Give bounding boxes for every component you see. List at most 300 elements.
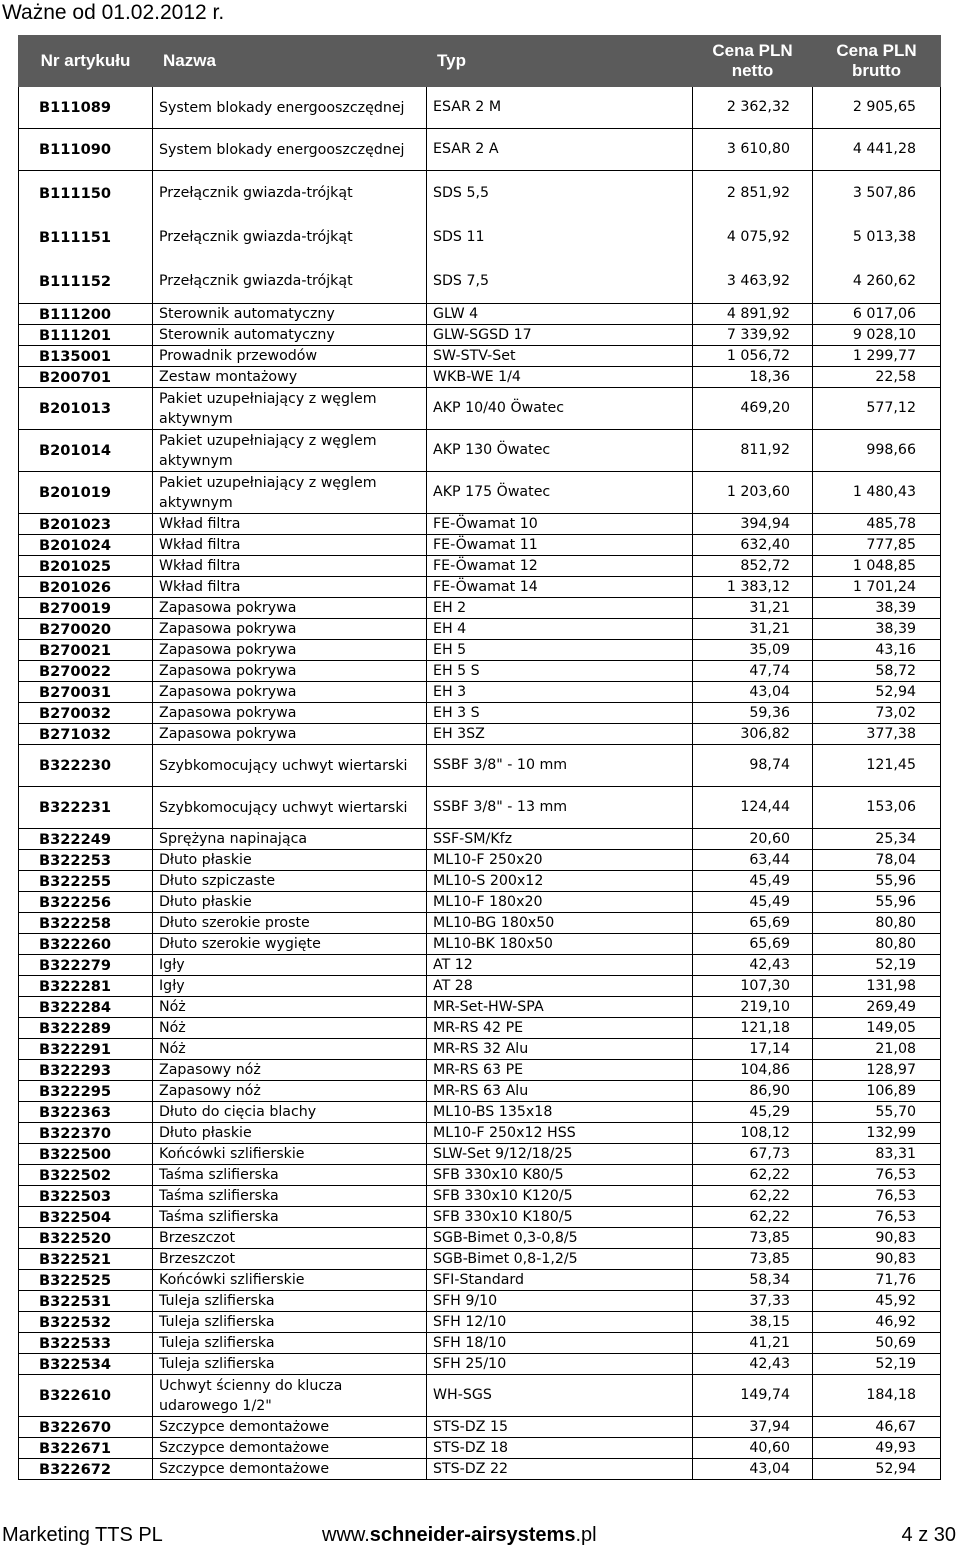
table-row <box>19 1102 941 1123</box>
net-price: 38,15 <box>693 1312 813 1333</box>
product-name: Dłuto do cięcia blachy <box>153 1102 427 1123</box>
article-number: B322291 <box>19 1039 153 1060</box>
product-type: ESAR 2 A <box>427 129 693 171</box>
table-row <box>19 577 941 598</box>
table-row <box>19 1186 941 1207</box>
gross-price: 43,16 <box>813 640 941 661</box>
article-number: B111089 <box>19 87 153 129</box>
product-type: EH 5 <box>427 640 693 661</box>
table-row <box>19 871 941 892</box>
net-price: 219,10 <box>693 997 813 1018</box>
table-row <box>19 682 941 703</box>
article-number: B322253 <box>19 850 153 871</box>
table-row <box>19 367 941 388</box>
product-name: Zapasowa pokrywa <box>153 598 427 619</box>
product-name: Przełącznik gwiazda-trójkąt <box>153 215 427 259</box>
net-price: 47,74 <box>693 661 813 682</box>
article-number: B111200 <box>19 304 153 325</box>
article-number: B322230 <box>19 745 153 787</box>
net-price: 58,34 <box>693 1270 813 1291</box>
header-article-number: Nr artykułu <box>19 36 153 87</box>
net-price: 45,49 <box>693 871 813 892</box>
gross-price: 76,53 <box>813 1207 941 1228</box>
article-number: B111090 <box>19 129 153 171</box>
article-number: B322500 <box>19 1144 153 1165</box>
gross-price: 38,39 <box>813 619 941 640</box>
article-number: B322281 <box>19 976 153 997</box>
gross-price: 4 260,62 <box>813 259 941 304</box>
product-type: EH 3 <box>427 682 693 703</box>
gross-price: 55,96 <box>813 892 941 913</box>
product-name: Końcówki szlifierskie <box>153 1144 427 1165</box>
table-row <box>19 829 941 850</box>
product-type: SSF-SM/Kfz <box>427 829 693 850</box>
net-price: 37,94 <box>693 1417 813 1438</box>
product-type: ML10-F 250x20 <box>427 850 693 871</box>
table-row <box>19 325 941 346</box>
product-type: FE-Öwamat 11 <box>427 535 693 556</box>
product-name: Nóż <box>153 1018 427 1039</box>
net-price: 62,22 <box>693 1207 813 1228</box>
net-price: 17,14 <box>693 1039 813 1060</box>
product-name: Nóż <box>153 997 427 1018</box>
gross-price: 149,05 <box>813 1018 941 1039</box>
product-type: SDS 7,5 <box>427 259 693 304</box>
header-name: Nazwa <box>153 36 427 87</box>
product-name: System blokady energooszczędnej <box>153 129 427 171</box>
table-row <box>19 1291 941 1312</box>
article-number: B322293 <box>19 1060 153 1081</box>
product-name: Zapasowa pokrywa <box>153 640 427 661</box>
article-number: B322284 <box>19 997 153 1018</box>
gross-price: 577,12 <box>813 388 941 430</box>
gross-price: 83,31 <box>813 1144 941 1165</box>
gross-price: 46,92 <box>813 1312 941 1333</box>
gross-price: 73,02 <box>813 703 941 724</box>
gross-price: 2 905,65 <box>813 87 941 129</box>
net-price: 149,74 <box>693 1375 813 1417</box>
product-name: Zapasowa pokrywa <box>153 661 427 682</box>
gross-price: 4 441,28 <box>813 129 941 171</box>
product-name: Taśma szlifierska <box>153 1186 427 1207</box>
table-row <box>19 346 941 367</box>
product-name: Wkład filtra <box>153 535 427 556</box>
net-price: 67,73 <box>693 1144 813 1165</box>
article-number: B322534 <box>19 1354 153 1375</box>
product-name: Brzeszczot <box>153 1228 427 1249</box>
table-row <box>19 934 941 955</box>
gross-price: 3 507,86 <box>813 171 941 216</box>
product-type: MR-RS 32 Alu <box>427 1039 693 1060</box>
gross-price: 80,80 <box>813 913 941 934</box>
product-name: Przełącznik gwiazda-trójkąt <box>153 171 427 216</box>
table-row <box>19 955 941 976</box>
article-number: B111150 <box>19 171 153 216</box>
product-type: MR-Set-HW-SPA <box>427 997 693 1018</box>
article-number: B322503 <box>19 1186 153 1207</box>
gross-price: 184,18 <box>813 1375 941 1417</box>
product-type: WH-SGS <box>427 1375 693 1417</box>
product-name: Sterownik automatyczny <box>153 325 427 346</box>
table-row <box>19 1354 941 1375</box>
gross-price: 78,04 <box>813 850 941 871</box>
article-number: B322525 <box>19 1270 153 1291</box>
net-price: 394,94 <box>693 514 813 535</box>
product-type: AKP 175 Öwatec <box>427 472 693 514</box>
product-type: FE-Öwamat 12 <box>427 556 693 577</box>
product-type: SDS 11 <box>427 215 693 259</box>
product-name: Tuleja szlifierska <box>153 1333 427 1354</box>
article-number: B322289 <box>19 1018 153 1039</box>
net-price: 1 056,72 <box>693 346 813 367</box>
article-number: B322231 <box>19 787 153 829</box>
product-type: EH 2 <box>427 598 693 619</box>
article-number: B201025 <box>19 556 153 577</box>
table-row <box>19 661 941 682</box>
article-number: B201026 <box>19 577 153 598</box>
product-type: SLW-Set 9/12/18/25 <box>427 1144 693 1165</box>
product-name: Sterownik automatyczny <box>153 304 427 325</box>
article-number: B201023 <box>19 514 153 535</box>
net-price: 45,29 <box>693 1102 813 1123</box>
gross-price: 49,93 <box>813 1438 941 1459</box>
article-number: B270022 <box>19 661 153 682</box>
net-price: 108,12 <box>693 1123 813 1144</box>
product-type: ML10-F 180x20 <box>427 892 693 913</box>
article-number: B201013 <box>19 388 153 430</box>
gross-price: 50,69 <box>813 1333 941 1354</box>
table-row <box>19 1123 941 1144</box>
product-type: SFH 18/10 <box>427 1333 693 1354</box>
product-type: GLW-SGSD 17 <box>427 325 693 346</box>
product-type: SFH 12/10 <box>427 1312 693 1333</box>
net-price: 45,49 <box>693 892 813 913</box>
table-row <box>19 259 941 304</box>
gross-price: 1 048,85 <box>813 556 941 577</box>
gross-price: 1 480,43 <box>813 472 941 514</box>
gross-price: 76,53 <box>813 1165 941 1186</box>
table-row <box>19 724 941 745</box>
product-name: Sprężyna napinająca <box>153 829 427 850</box>
article-number: B322520 <box>19 1228 153 1249</box>
gross-price: 153,06 <box>813 787 941 829</box>
header-net-line1: Cena PLN <box>712 41 793 60</box>
product-type: SW-STV-Set <box>427 346 693 367</box>
product-name: Taśma szlifierska <box>153 1207 427 1228</box>
product-type: SSBF 3/8" - 13 mm <box>427 787 693 829</box>
article-number: B322610 <box>19 1375 153 1417</box>
net-price: 121,18 <box>693 1018 813 1039</box>
table-row <box>19 1438 941 1459</box>
net-price: 86,90 <box>693 1081 813 1102</box>
product-name: Dłuto szerokie proste <box>153 913 427 934</box>
net-price: 3 610,80 <box>693 129 813 171</box>
product-name: Szczypce demontażowe <box>153 1459 427 1480</box>
gross-price: 21,08 <box>813 1039 941 1060</box>
net-price: 35,09 <box>693 640 813 661</box>
gross-price: 45,92 <box>813 1291 941 1312</box>
gross-price: 38,39 <box>813 598 941 619</box>
article-number: B322279 <box>19 955 153 976</box>
gross-price: 52,94 <box>813 682 941 703</box>
table-row <box>19 1459 941 1480</box>
header-gross-line1: Cena PLN <box>836 41 917 60</box>
article-number: B322531 <box>19 1291 153 1312</box>
gross-price: 6 017,06 <box>813 304 941 325</box>
net-price: 7 339,92 <box>693 325 813 346</box>
footer-url-suffix: .pl <box>575 1524 597 1546</box>
article-number: B270019 <box>19 598 153 619</box>
table-row <box>19 1144 941 1165</box>
table-header-row <box>19 36 941 87</box>
gross-price: 128,97 <box>813 1060 941 1081</box>
product-type: ML10-S 200x12 <box>427 871 693 892</box>
header-type: Typ <box>427 36 693 87</box>
table-row <box>19 913 941 934</box>
gross-price: 52,19 <box>813 955 941 976</box>
product-name: Tuleja szlifierska <box>153 1291 427 1312</box>
net-price: 59,36 <box>693 703 813 724</box>
gross-price: 269,49 <box>813 997 941 1018</box>
table-row <box>19 215 941 259</box>
product-type: ML10-F 250x12 HSS <box>427 1123 693 1144</box>
product-name: Szczypce demontażowe <box>153 1438 427 1459</box>
article-number: B322502 <box>19 1165 153 1186</box>
product-name: Pakiet uzupełniający z węglem aktywnym <box>153 388 427 430</box>
gross-price: 52,19 <box>813 1354 941 1375</box>
product-type: ML10-BS 135x18 <box>427 1102 693 1123</box>
product-type: ML10-BK 180x50 <box>427 934 693 955</box>
product-name: Końcówki szlifierskie <box>153 1270 427 1291</box>
product-name: Wkład filtra <box>153 556 427 577</box>
net-price: 63,44 <box>693 850 813 871</box>
table-row <box>19 1081 941 1102</box>
product-type: EH 3 S <box>427 703 693 724</box>
product-type: AT 28 <box>427 976 693 997</box>
product-type: MR-RS 42 PE <box>427 1018 693 1039</box>
net-price: 42,43 <box>693 955 813 976</box>
article-number: B322533 <box>19 1333 153 1354</box>
product-type: EH 3SZ <box>427 724 693 745</box>
table-row <box>19 556 941 577</box>
table-row <box>19 703 941 724</box>
net-price: 40,60 <box>693 1438 813 1459</box>
product-type: SFI-Standard <box>427 1270 693 1291</box>
product-type: AKP 130 Öwatec <box>427 430 693 472</box>
article-number: B322521 <box>19 1249 153 1270</box>
header-gross-price <box>813 36 941 87</box>
net-price: 98,74 <box>693 745 813 787</box>
product-type: SFB 330x10 K180/5 <box>427 1207 693 1228</box>
product-name: Szybkomocujący uchwyt wiertarski <box>153 787 427 829</box>
product-name: Brzeszczot <box>153 1249 427 1270</box>
gross-price: 485,78 <box>813 514 941 535</box>
product-name: Zapasowa pokrywa <box>153 703 427 724</box>
product-name: Dłuto płaskie <box>153 1123 427 1144</box>
article-number: B322295 <box>19 1081 153 1102</box>
product-type: AT 12 <box>427 955 693 976</box>
net-price: 852,72 <box>693 556 813 577</box>
gross-price: 25,34 <box>813 829 941 850</box>
net-price: 43,04 <box>693 682 813 703</box>
table-row <box>19 430 941 472</box>
article-number: B322370 <box>19 1123 153 1144</box>
validity-date: Ważne od 01.02.2012 r. <box>2 1 225 24</box>
net-price: 632,40 <box>693 535 813 556</box>
table-row <box>19 976 941 997</box>
net-price: 62,22 <box>693 1186 813 1207</box>
product-name: Pakiet uzupełniający z węglem aktywnym <box>153 472 427 514</box>
article-number: B270032 <box>19 703 153 724</box>
product-name: Zapasowa pokrywa <box>153 724 427 745</box>
table-body <box>19 87 941 1480</box>
table-row <box>19 1312 941 1333</box>
page-footer <box>0 1524 960 1552</box>
product-name: Igły <box>153 976 427 997</box>
product-name: Zapasowa pokrywa <box>153 619 427 640</box>
product-name: Dłuto płaskie <box>153 892 427 913</box>
article-number: B322672 <box>19 1459 153 1480</box>
net-price: 20,60 <box>693 829 813 850</box>
product-name: Zapasowy nóż <box>153 1081 427 1102</box>
article-number: B111152 <box>19 259 153 304</box>
product-name: Przełącznik gwiazda-trójkąt <box>153 259 427 304</box>
product-name: Igły <box>153 955 427 976</box>
product-type: ESAR 2 M <box>427 87 693 129</box>
table-row <box>19 1417 941 1438</box>
table-row <box>19 1228 941 1249</box>
product-name: Wkład filtra <box>153 577 427 598</box>
product-type: SSBF 3/8" - 10 mm <box>427 745 693 787</box>
net-price: 31,21 <box>693 619 813 640</box>
gross-price: 377,38 <box>813 724 941 745</box>
gross-price: 46,67 <box>813 1417 941 1438</box>
net-price: 124,44 <box>693 787 813 829</box>
net-price: 2 362,32 <box>693 87 813 129</box>
product-type: SGB-Bimet 0,3-0,8/5 <box>427 1228 693 1249</box>
gross-price: 55,96 <box>813 871 941 892</box>
product-type: ML10-BG 180x50 <box>427 913 693 934</box>
table-row <box>19 87 941 129</box>
product-type: FE-Öwamat 10 <box>427 514 693 535</box>
gross-price: 71,76 <box>813 1270 941 1291</box>
net-price: 65,69 <box>693 913 813 934</box>
product-name: Taśma szlifierska <box>153 1165 427 1186</box>
gross-price: 121,45 <box>813 745 941 787</box>
product-type: AKP 10/40 Öwatec <box>427 388 693 430</box>
table-row <box>19 598 941 619</box>
net-price: 65,69 <box>693 934 813 955</box>
gross-price: 998,66 <box>813 430 941 472</box>
gross-price: 90,83 <box>813 1249 941 1270</box>
net-price: 104,86 <box>693 1060 813 1081</box>
footer-url-domain: schneider-airsystems <box>369 1524 576 1546</box>
net-price: 1 203,60 <box>693 472 813 514</box>
net-price: 43,04 <box>693 1459 813 1480</box>
gross-price: 80,80 <box>813 934 941 955</box>
gross-price: 90,83 <box>813 1228 941 1249</box>
product-type: STS-DZ 22 <box>427 1459 693 1480</box>
table-row <box>19 850 941 871</box>
article-number: B201014 <box>19 430 153 472</box>
net-price: 73,85 <box>693 1228 813 1249</box>
product-type: SFB 330x10 K120/5 <box>427 1186 693 1207</box>
table-row <box>19 892 941 913</box>
product-name: Tuleja szlifierska <box>153 1312 427 1333</box>
product-name: Pakiet uzupełniający z węglem aktywnym <box>153 430 427 472</box>
article-number: B200701 <box>19 367 153 388</box>
gross-price: 52,94 <box>813 1459 941 1480</box>
gross-price: 22,58 <box>813 367 941 388</box>
product-type: STS-DZ 15 <box>427 1417 693 1438</box>
article-number: B270020 <box>19 619 153 640</box>
net-price: 811,92 <box>693 430 813 472</box>
header-net-line2: netto <box>731 61 774 80</box>
footer-website <box>322 1524 597 1547</box>
article-number: B322249 <box>19 829 153 850</box>
article-number: B322255 <box>19 871 153 892</box>
product-type: MR-RS 63 PE <box>427 1060 693 1081</box>
gross-price: 132,99 <box>813 1123 941 1144</box>
product-name: Prowadnik przewodów <box>153 346 427 367</box>
net-price: 4 075,92 <box>693 215 813 259</box>
net-price: 18,36 <box>693 367 813 388</box>
footer-department: Marketing TTS PL <box>2 1524 163 1546</box>
table-row <box>19 1165 941 1186</box>
table-row <box>19 1249 941 1270</box>
product-type: FE-Öwamat 14 <box>427 577 693 598</box>
article-number: B270021 <box>19 640 153 661</box>
product-name: Dłuto płaskie <box>153 850 427 871</box>
gross-price: 777,85 <box>813 535 941 556</box>
table-row <box>19 1018 941 1039</box>
article-number: B201024 <box>19 535 153 556</box>
table-row <box>19 1333 941 1354</box>
product-name: Zapasowy nóż <box>153 1060 427 1081</box>
product-type: EH 5 S <box>427 661 693 682</box>
article-number: B322670 <box>19 1417 153 1438</box>
article-number: B322671 <box>19 1438 153 1459</box>
product-type: STS-DZ 18 <box>427 1438 693 1459</box>
table-row <box>19 129 941 171</box>
net-price: 41,21 <box>693 1333 813 1354</box>
product-type: WKB-WE 1/4 <box>427 367 693 388</box>
gross-price: 1 701,24 <box>813 577 941 598</box>
table-row <box>19 388 941 430</box>
article-number: B111201 <box>19 325 153 346</box>
table-row <box>19 787 941 829</box>
net-price: 306,82 <box>693 724 813 745</box>
footer-url-prefix: www. <box>322 1524 370 1546</box>
gross-price: 106,89 <box>813 1081 941 1102</box>
table-row <box>19 535 941 556</box>
table-row <box>19 304 941 325</box>
product-name: Dłuto szpiczaste <box>153 871 427 892</box>
footer-page-number: 4 z 30 <box>901 1524 956 1546</box>
article-number: B135001 <box>19 346 153 367</box>
product-type: SFB 330x10 K80/5 <box>427 1165 693 1186</box>
article-number: B322256 <box>19 892 153 913</box>
net-price: 37,33 <box>693 1291 813 1312</box>
gross-price: 58,72 <box>813 661 941 682</box>
net-price: 73,85 <box>693 1249 813 1270</box>
table-row <box>19 171 941 216</box>
product-type: MR-RS 63 Alu <box>427 1081 693 1102</box>
gross-price: 76,53 <box>813 1186 941 1207</box>
header-net-price <box>693 36 813 87</box>
product-name: Zestaw montażowy <box>153 367 427 388</box>
product-name: Tuleja szlifierska <box>153 1354 427 1375</box>
